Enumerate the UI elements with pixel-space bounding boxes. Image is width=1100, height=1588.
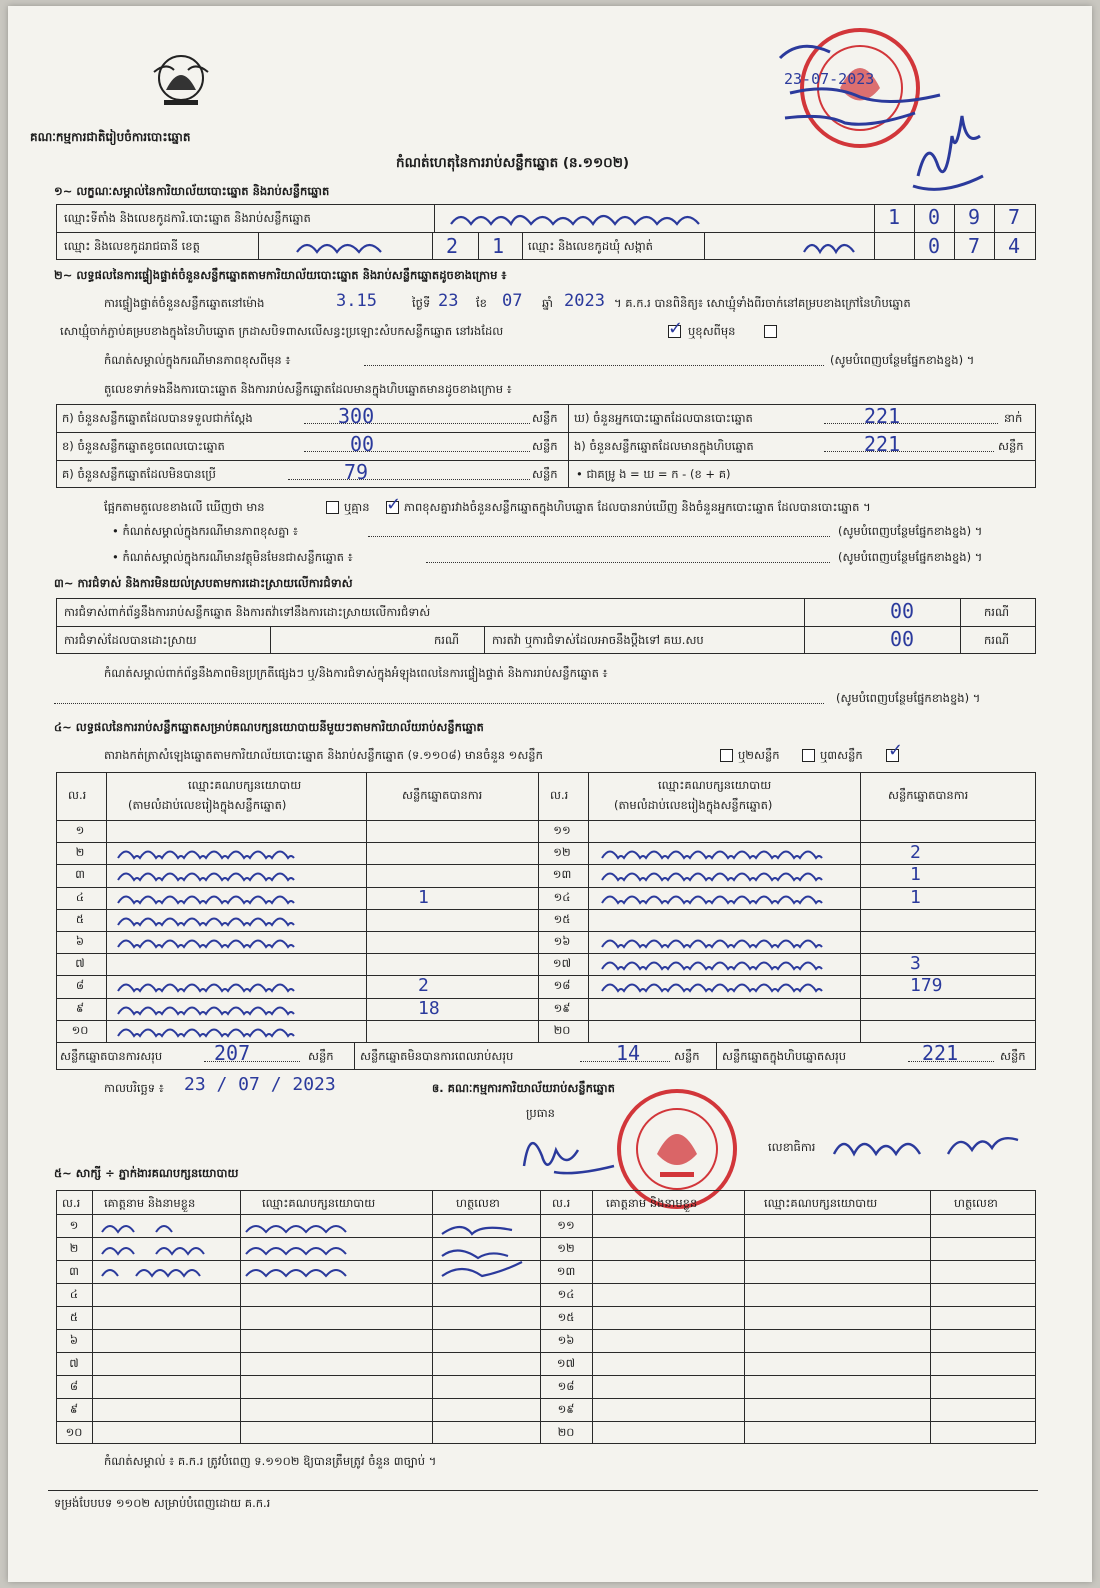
witness-row-no: ១៦ [557, 1333, 575, 1347]
compare-end: ភាពខុសគ្នារវាងចំនួនសន្លឹកឆ្នោតក្នុងហិបឆ្នោត ដែលបានរាប់ឃើញ និងចំនួនអ្នកបោះឆ្នោត ដែលបានបោះឆ្នោត ។ [404, 500, 871, 514]
emblem-icon [146, 50, 216, 110]
witness-row-no: ៣ [69, 1264, 79, 1278]
date-value: 23 / 07 / 2023 [184, 1074, 336, 1095]
commune-code-1: 0 [928, 234, 941, 258]
commune-code-3: 4 [1008, 234, 1021, 258]
diff-note-fill: (សូមបំពេញបន្ថែមផ្នែកខាងខ្នង) ។ [830, 353, 975, 367]
party-votes-right: 1 [910, 886, 921, 908]
commune-handwriting [800, 234, 860, 258]
party-name-handwriting [114, 975, 304, 997]
party-name-handwriting [114, 998, 304, 1020]
ngo-value: 221 [864, 432, 901, 456]
province-handwriting [292, 234, 402, 258]
party-name-handwriting [598, 887, 838, 909]
footer-note: កំណត់សម្គាល់ ៖ គ.ក.រ ត្រូវបំពេញ ទ.១១០២ ឱ្យបានត្រឹមត្រូវ ចំនួន ៣ច្បាប់ ។ [104, 1454, 437, 1468]
total-invalid-label: សន្លឹកឆ្នោតមិនបានការពេលរាប់សរុប [360, 1049, 514, 1063]
location-code-4: 7 [1008, 205, 1021, 229]
party-votes-left: 18 [418, 997, 440, 1019]
witness-row-no: ១៣ [556, 1264, 576, 1278]
secretary-signature [828, 1128, 1028, 1164]
commune-label: ឈ្មោះ និងលេខកូដឃុំ សង្កាត់ [528, 239, 653, 253]
verify-text-d: ឆ្នាំ [542, 296, 553, 310]
objection-row1-unit: ករណី [984, 605, 1009, 619]
compare-no-label: ឬគ្មាន [344, 500, 370, 514]
sheets-2-label: ឬ២សន្លឹក [738, 748, 780, 762]
party-name-handwriting [598, 842, 838, 864]
objection-appeal: ការតវ៉ា ឬការជំទាស់ដែលអាចនឹងប្តឹងទៅ គឃ.សប [492, 633, 704, 647]
party-votes-right: 3 [910, 953, 921, 975]
objection-resolved: ការជំទាស់ដែលបានដោះស្រាយ [64, 633, 197, 647]
party-votes-left: 2 [418, 975, 429, 997]
section4-heading: ៤~ លទ្ធផលនៃការរាប់សន្លឹកឆ្នោតសម្រាប់គណបក្សនយោបាយនីមួយៗតាមការិយាល័យរាប់សន្លឹកឆ្នោត [54, 720, 484, 734]
gho-label: ឃ) ចំនួនអ្នកបោះឆ្នោតដែលបានបោះឆ្នោត [574, 411, 753, 425]
witness-handwriting [96, 1216, 536, 1284]
party-row-no: ៣ [75, 867, 85, 882]
party-name-handwriting [598, 975, 838, 997]
date-label: កាលបរិច្ឆេទ ៖ [104, 1081, 164, 1095]
party-name-handwriting [114, 842, 304, 864]
section3-heading: ៣~ ការជំទាស់ និងការមិនយល់ស្របតាមការដោះស្រាយលើការជំទាស់ [54, 576, 353, 590]
witness-row-no: ១៩ [557, 1402, 575, 1416]
col-party-right: ឈ្មោះគណបក្សនយោបាយ [658, 778, 772, 792]
witness-row-no: ២ [69, 1241, 79, 1255]
kha-unit: សន្លឹក [532, 439, 558, 453]
location-code-1: 1 [888, 205, 901, 229]
location-code-2: 0 [928, 205, 941, 229]
witness-row-no: ១ [69, 1218, 79, 1232]
total-valid-label: សន្លឹកឆ្នោតបានការសរុប [60, 1049, 163, 1063]
party-row-no: ៩ [75, 1000, 85, 1015]
total-invalid-unit: សន្លឹក [674, 1049, 700, 1063]
objection-resolved-unit: ករណី [434, 633, 459, 647]
location-label: ឈ្មោះទីតាំង និងលេខកូដការិ.បោះឆ្នោត និងរាប់សន្លឹកឆ្នោត [64, 211, 311, 225]
seal-diff-checkbox[interactable] [764, 325, 777, 338]
footer-form: ទម្រង់បែបបទ ១១០២ សម្រាប់បំពេញដោយ គ.ក.រ [54, 1496, 271, 1510]
witness-row-no: ៥ [69, 1310, 79, 1324]
province-code-2: 1 [492, 234, 505, 258]
party-name-handwriting [114, 1020, 304, 1042]
irregularity-note: កំណត់សម្គាល់ពាក់ព័ន្ធនឹងភាពមិនប្រក្រតីផ្សេងៗ ឬ/និងការជំទាស់ក្នុងអំឡុងពេលនៃការផ្ទៀងផ្ទាត់ និងការរាប់សន្លឹកឆ្នោត ៖ [104, 666, 608, 680]
province-code-1: 2 [446, 234, 459, 258]
party-votes-right: 1 [910, 864, 921, 886]
witness-col-name-right: គោត្តនាម និងនាមខ្លួន [606, 1196, 698, 1210]
party-row-no: ២០ [553, 1022, 571, 1037]
witness-row-no: ៦ [69, 1333, 79, 1347]
col-party-sub-left: (តាមលំដាប់លេខរៀងក្នុងសន្លឹកឆ្នោត) [128, 798, 287, 812]
verify-year: 2023 [564, 291, 605, 311]
bullet-object-fill: (សូមបំពេញបន្ថែមផ្នែកខាងខ្នង) ។ [838, 550, 983, 564]
sheet-count-intro: តារាងកត់ត្រាសំឡេងឆ្នោតតាមការិយាល័យបោះឆ្នោត និងរាប់សន្លឹកឆ្នោត (ទ.១១០៨) មានចំនួន ១សន្លឹក [104, 748, 543, 762]
party-row-no: ១៧ [552, 956, 572, 971]
seal-same-tick: ✓ [668, 318, 684, 339]
party-votes-right: 179 [910, 975, 943, 997]
total-invalid-value: 14 [616, 1041, 641, 1065]
sheets-3-tick: ✓ [888, 740, 904, 761]
gho-unit: នាក់ [1004, 411, 1023, 425]
objection-row1: ការជំទាស់ពាក់ព័ន្ធនឹងការរាប់សន្លឹកឆ្នោត និងការតវ៉ាទៅនឹងការដោះស្រាយលើការជំទាស់ [64, 605, 431, 619]
gho-value: 221 [864, 404, 901, 428]
compare-text: ផ្អែកតាមតួលេខខាងលើ ឃើញថា មាន [104, 500, 265, 514]
witness-col-party-left: ឈ្មោះគណបក្សនយោបាយ [262, 1196, 376, 1210]
party-name-handwriting [114, 864, 304, 886]
witness-col-no-right: ល.រ [552, 1196, 571, 1210]
stamp-date: 23-07-2023 [784, 70, 875, 88]
bullet-object: • កំណត់សម្គាល់ក្នុងករណីមានវត្ថុមិនមែនជាសន្លឹកឆ្នោត ៖ [112, 550, 353, 564]
seal-text: សោឃ្មុំចាក់ភ្ជាប់គម្របខាងក្នុងនៃហិបឆ្នោត ក្រដាសបិទពាសលើសន្ធះប្រឡោះសំបកសន្លឹកឆ្នោត នៅរងដែល [60, 324, 504, 338]
party-row-no: ១០ [71, 1022, 89, 1037]
formula: • ជាគម្រូ ង = ឃ = ក - (ខ + គ) [576, 467, 731, 481]
party-votes-left: 1 [418, 886, 429, 908]
sheets-2-checkbox[interactable] [802, 749, 815, 762]
section5-heading: ៥~ សាក្សី ÷ ភ្នាក់ងារគណបក្សនយោបាយ [54, 1166, 239, 1180]
objection-appeal-value: 00 [890, 627, 915, 651]
objection-appeal-unit: ករណី [984, 633, 1009, 647]
witness-row-no: ៩ [69, 1402, 79, 1416]
party-name-handwriting [598, 864, 838, 886]
seal-diff-label: ឬខុសពីមុន [688, 324, 736, 338]
witness-row-no: ១១ [557, 1218, 575, 1232]
compare-yes-checkbox[interactable] [326, 501, 339, 514]
verify-month: 07 [502, 291, 523, 311]
col-votes-left: សន្លឹកឆ្នោតបានការ [402, 788, 483, 802]
verify-text-e: ។ គ.ក.រ បានពិនិត្យ៖ សោឃ្មុំទាំងពីរចាក់នៅគម្របខាងក្រៅនៃហិបឆ្នោត [614, 296, 911, 310]
kha-label: ខ) ចំនួនសន្លឹកឆ្នោតខូចពេលបោះឆ្នោត [62, 439, 225, 453]
verify-time: 3.15 [336, 291, 377, 311]
ko-unit: សន្លឹក [532, 467, 558, 481]
ka-label: ក) ចំនួនសន្លឹកឆ្នោតដែលបានទទួលជាក់ស្តែង [62, 411, 253, 425]
witness-col-sign-left: ហត្ថលេខា [456, 1196, 500, 1210]
ko-label: គ) ចំនួនសន្លឹកឆ្នោតដែលមិនបានប្រើ [62, 467, 216, 481]
witness-row-no: ១៥ [557, 1310, 575, 1324]
witness-col-party-right: ឈ្មោះគណបក្សនយោបាយ [764, 1196, 878, 1210]
witness-row-no: ១០ [65, 1425, 83, 1439]
col-no-right: ល.រ [550, 788, 569, 802]
party-row-no: ១២ [553, 845, 571, 860]
compare-no-tick: ✓ [386, 494, 402, 515]
col-party-left: ឈ្មោះគណបក្សនយោបាយ [188, 778, 302, 792]
party-name-handwriting [114, 909, 304, 931]
party-row-no: ៧ [75, 956, 85, 971]
irregularity-fill: (សូមបំពេញបន្ថែមផ្នែកខាងខ្នង) ។ [836, 691, 981, 705]
witness-row-no: ១៧ [556, 1356, 576, 1370]
witness-row-no: ៨ [69, 1379, 79, 1393]
witness-row-no: ១៤ [557, 1287, 575, 1301]
party-row-no: ១ [75, 823, 85, 837]
form-sheet [8, 6, 1092, 1582]
document-title: កំណត់ហេតុនៃការរាប់សន្លឹកឆ្នោត (ន.១១០២) [396, 155, 630, 171]
col-party-sub-right: (តាមលំដាប់លេខរៀងក្នុងសន្លឹកឆ្នោត) [614, 798, 773, 812]
verify-text-c: ខែ [476, 296, 487, 310]
party-row-no: ១៦ [553, 934, 571, 948]
col-no-left: ល.រ [68, 788, 87, 802]
party-name-handwriting [114, 887, 304, 909]
total-box-label: សន្លឹកឆ្នោតក្នុងហិបឆ្នោតសរុប [722, 1049, 847, 1063]
witness-row-no: ១៨ [557, 1379, 575, 1393]
province-label: ឈ្មោះ និងលេខកូដរាជធានី ខេត្ត [64, 239, 200, 253]
ko-value: 79 [344, 460, 369, 484]
verify-text-a: ការផ្ទៀងផ្ទាត់ចំនួនសន្លឹកឆ្នោតនៅម៉ោង [104, 296, 265, 310]
section1-heading: ១~ លក្ខណៈសម្គាល់នៃការិយាល័យបោះឆ្នោត និងរាប់សន្លឹកឆ្នោត [54, 184, 330, 198]
witness-row-no: ២០ [557, 1425, 575, 1439]
chair-label: ប្រធាន [526, 1106, 555, 1120]
sheets-1-checkbox[interactable] [720, 749, 733, 762]
total-box-value: 221 [922, 1041, 959, 1065]
bullet-diff-fill: (សូមបំពេញបន្ថែមផ្នែកខាងខ្នង) ។ [838, 524, 983, 538]
witness-col-name-left: គោត្តនាម និងនាមខ្លួន [104, 1196, 196, 1210]
secretary-label: លេខាធិការ [768, 1140, 816, 1154]
verify-text-b: ថ្ងៃទី [412, 296, 431, 310]
party-row-no: ៦ [75, 934, 85, 948]
diff-note-label: កំណត់សម្គាល់ក្នុងករណីមានភាពខុសពីមុន ៖ [104, 353, 291, 367]
bullet-diff: • កំណត់សម្គាល់ក្នុងករណីមានភាពខុសគ្នា ៖ [112, 524, 298, 538]
total-valid-value: 207 [214, 1041, 251, 1065]
party-row-no: ១៨ [553, 978, 571, 993]
section2-heading: ២~ លទ្ធផលនៃការផ្ទៀងផ្ទាត់ចំនួនសន្លឹកឆ្នោតតាមការិយាល័យបោះឆ្នោត និងរាប់សន្លឹកឆ្នោតដូចខាងក្រោម ៖ [54, 268, 507, 282]
party-row-no: ១៥ [553, 911, 571, 926]
party-row-no: ១១ [553, 823, 571, 837]
party-name-handwriting [114, 931, 304, 953]
party-row-no: ៤ [75, 889, 85, 904]
verify-day: 23 [438, 291, 459, 311]
signature-top [908, 116, 988, 196]
committee-name: គណៈកម្មការជាតិរៀបចំការបោះឆ្នោត [30, 130, 191, 144]
party-row-no: ៥ [75, 911, 85, 926]
party-votes-right: 2 [910, 842, 921, 864]
sheets-3-label: ឬ៣សន្លឹក [820, 748, 863, 762]
party-row-no: ៨ [75, 978, 85, 993]
witness-row-no: ៧ [69, 1356, 79, 1370]
witness-col-sign-right: ហត្ថលេខា [954, 1196, 998, 1210]
total-box-unit: សន្លឹក [1000, 1049, 1026, 1063]
party-row-no: ១៣ [552, 867, 572, 882]
location-handwriting [446, 206, 776, 232]
ngo-label: ង) ចំនួនសន្លឹកឆ្នោតដែលមានក្នុងហិបឆ្នោត [574, 439, 754, 453]
objection-row1-value: 00 [890, 599, 915, 623]
party-row-no: ១៩ [553, 1000, 571, 1015]
witness-row-no: ១២ [557, 1241, 575, 1255]
party-name-handwriting [598, 953, 838, 975]
witness-row-no: ៤ [69, 1287, 79, 1301]
col-votes-right: សន្លឹកឆ្នោតបានការ [888, 788, 969, 802]
ngo-unit: សន្លឹក [998, 439, 1024, 453]
place-label: ឲ. គណៈកម្មការការិយាល័យរាប់សន្លឹកឆ្នោត [432, 1081, 615, 1095]
witness-col-no-left: ល.រ [62, 1196, 81, 1210]
kha-value: 00 [350, 432, 375, 456]
party-row-no: ១៤ [553, 889, 571, 904]
location-code-3: 9 [968, 205, 981, 229]
commune-code-2: 7 [968, 234, 981, 258]
total-valid-unit: សន្លឹក [308, 1049, 334, 1063]
table-intro: តួលេខទាក់ទងនឹងការបោះឆ្នោត និងការរាប់សន្លឹកឆ្នោតដែលមានក្នុងហិបឆ្នោតមានដូចខាងក្រោម ៖ [104, 382, 512, 396]
ka-value: 300 [338, 404, 375, 428]
party-row-no: ២ [75, 845, 85, 860]
ka-unit: សន្លឹក [532, 411, 558, 425]
party-name-handwriting [598, 931, 838, 953]
